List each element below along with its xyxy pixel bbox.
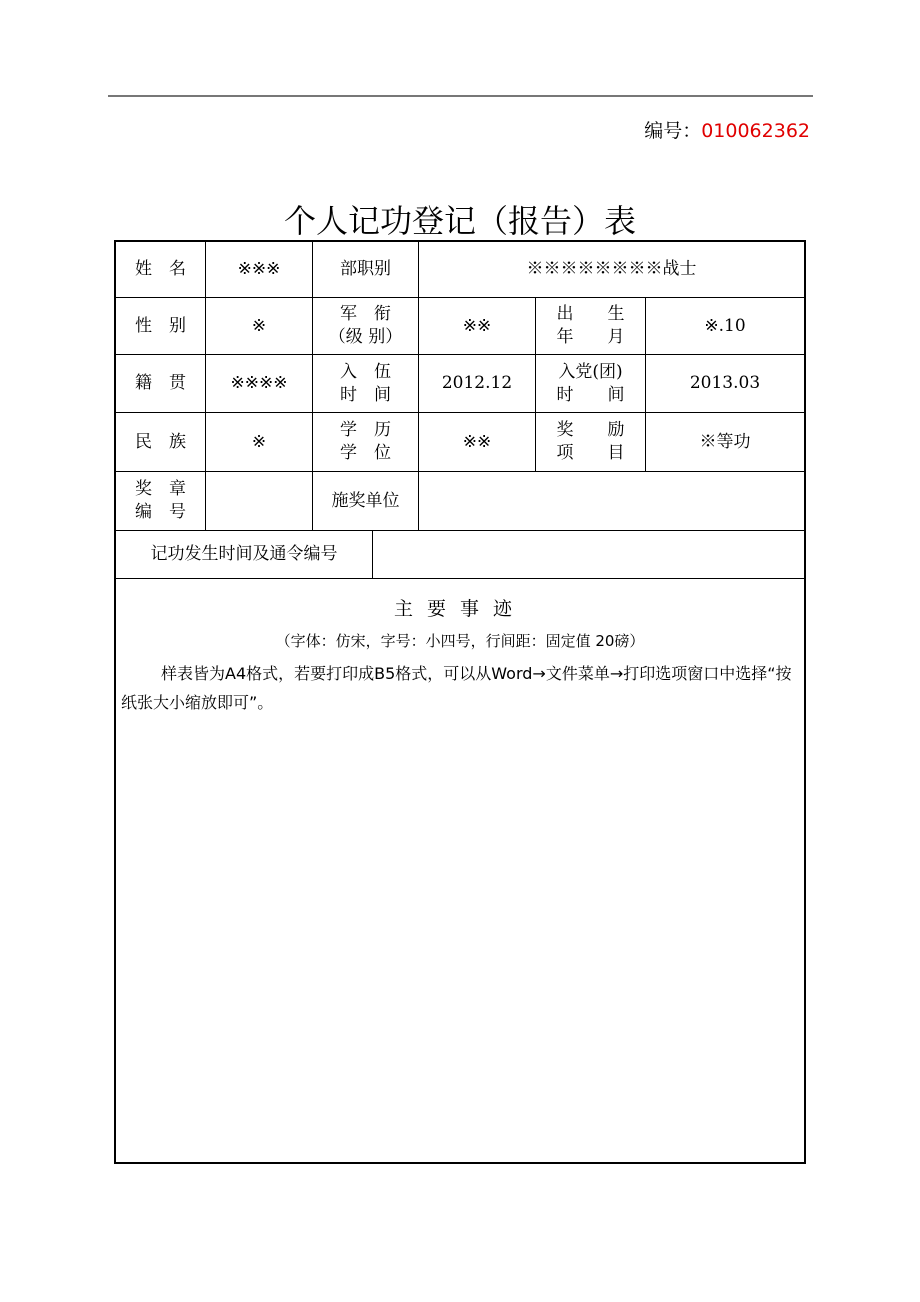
origin-label: 籍 贯 [115,354,206,413]
party-label [535,354,646,413]
enlist-label [312,354,419,413]
award-label [535,412,646,472]
rank-label-line1: 军 衔 [340,304,391,324]
gender-label: 性 别 [115,297,206,355]
page-title: 个人记功登记（报告）表 [283,202,636,240]
party-value[interactable]: 2013.03 [645,354,805,413]
medal-value[interactable] [205,471,313,531]
time-value[interactable] [372,530,805,579]
edu-label-line2: 学 位 [340,443,391,463]
rank-label [312,297,419,355]
award-value[interactable]: ※等功 [645,412,805,472]
ethnic-label: 民 族 [115,412,206,472]
party-label-line1: 入党(团) [558,361,623,382]
edu-value[interactable]: ※※ [418,412,536,472]
main-deeds-section[interactable] [115,578,805,1163]
birth-label-line1: 出 生 [556,304,625,324]
gender-value[interactable]: ※ [205,297,313,355]
name-label: 姓 名 [115,241,206,298]
unit-label: 施奖单位 [312,471,419,531]
award-label-line1: 奖 励 [556,420,625,440]
medal-label-line1: 奖 章 [135,479,186,499]
enlist-label-line2: 时 间 [340,384,391,405]
serial-label: 编号： [644,120,702,142]
format-note: （字体：仿宋，字号：小四号，行间距：固定值 20磅） [275,632,645,650]
medal-label-line2: 编 号 [135,502,186,522]
serial-value: 010062362 [701,120,810,142]
birth-value[interactable]: ※.10 [645,297,805,355]
rank-label-line2: （级 别） [328,327,403,347]
main-deeds-body: 样表皆为A4格式，若要打印成B5格式，可以从Word→文件菜单→打印选项窗口中选择“按纸张大小缩放即可”。 [121,664,792,712]
dept-label: 部职别 [312,241,419,298]
time-label: 记功发生时间及通令编号 [115,530,373,579]
origin-value[interactable]: ※※※※ [205,354,313,413]
enlist-label-line1: 入 伍 [340,361,391,382]
enlist-value[interactable]: 2012.12 [418,354,536,413]
birth-label-line2: 年 月 [556,327,625,347]
party-label-line2: 时 间 [556,384,625,405]
award-label-line2: 项 目 [556,443,625,463]
birth-label [535,297,646,355]
unit-value[interactable] [418,471,805,531]
rank-value[interactable]: ※※ [418,297,536,355]
header-rule [108,95,813,97]
edu-label-line1: 学 历 [340,420,391,440]
medal-label [115,471,206,531]
main-deeds-heading: 主要事迹 [393,598,526,620]
serial-number [644,116,810,143]
dept-value[interactable]: ※※※※※※※※战士 [418,241,805,298]
ethnic-value[interactable]: ※ [205,412,313,472]
edu-label [312,412,419,472]
name-value[interactable]: ※※※ [205,241,313,298]
